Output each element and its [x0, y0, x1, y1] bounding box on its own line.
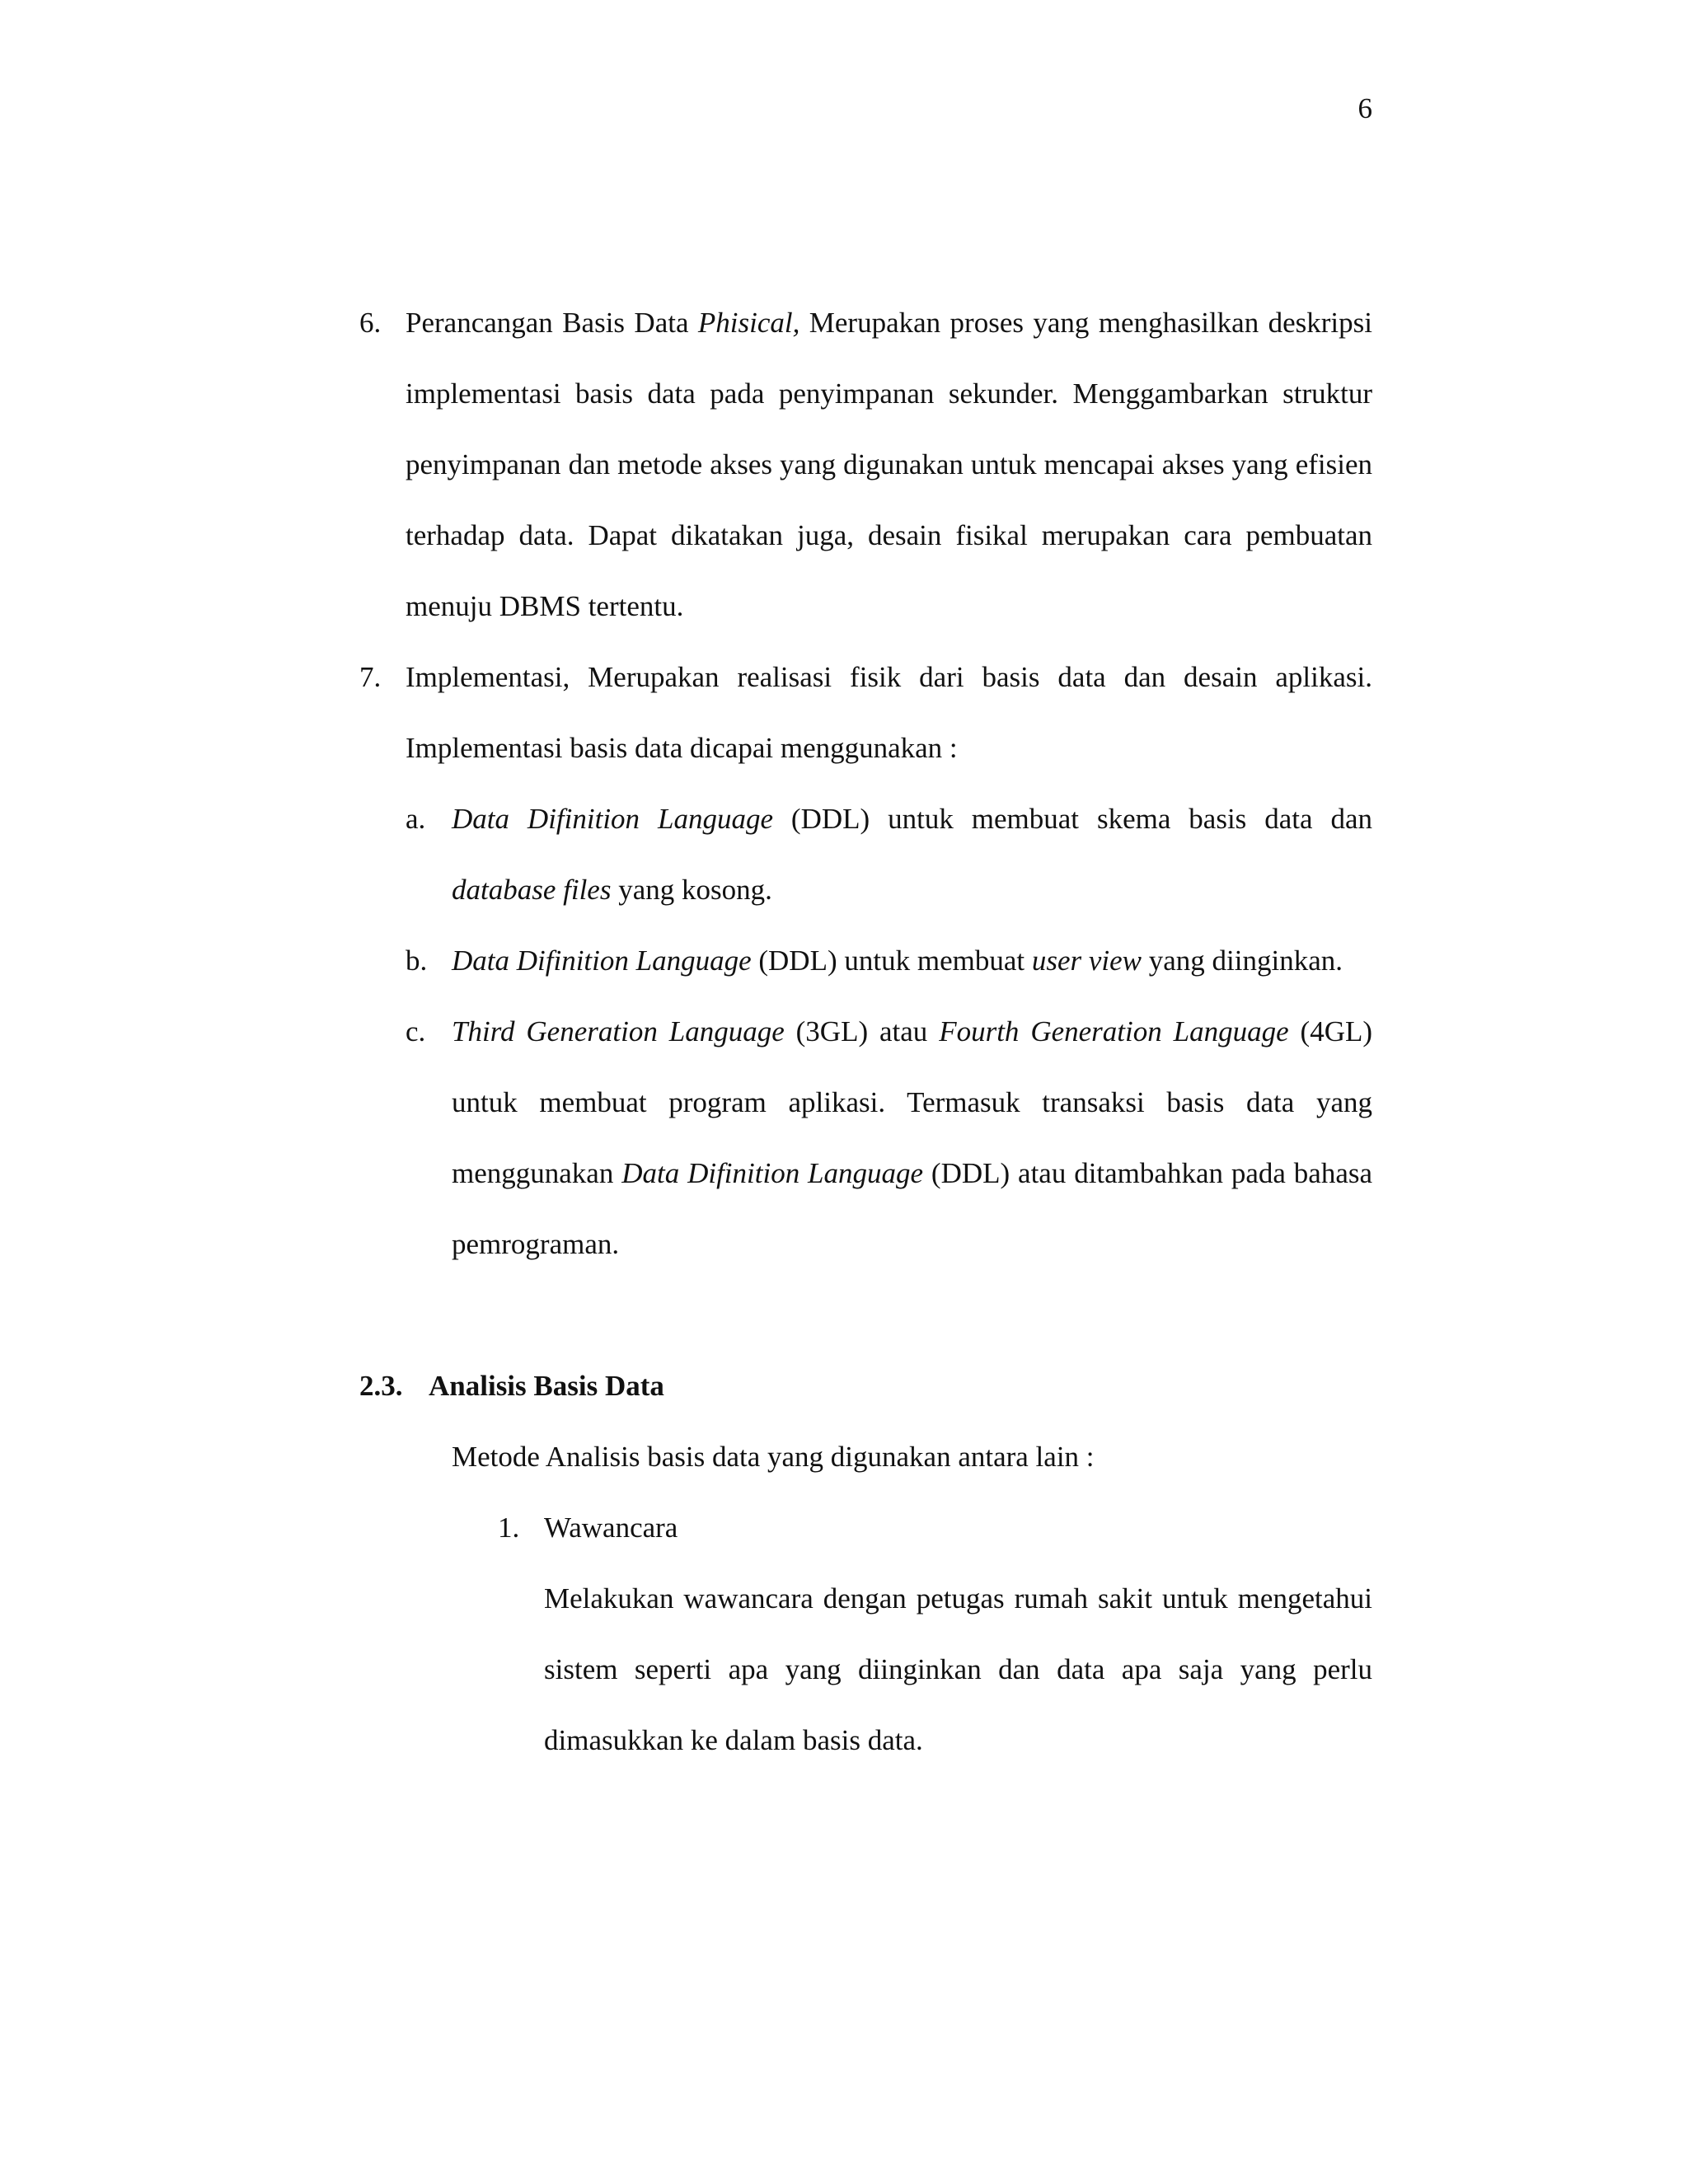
italic-term: Data Difinition Language: [452, 803, 773, 835]
sub-marker: c.: [406, 1015, 426, 1047]
document-body: [359, 288, 1372, 1776]
method-title: Wawancara: [544, 1511, 678, 1544]
section-title: Analisis Basis Data: [429, 1370, 664, 1402]
list-marker: 7.: [359, 661, 382, 693]
italic-term: Phisical,: [697, 307, 800, 339]
sub-marker: b.: [406, 944, 428, 977]
list-item-7: [359, 642, 1372, 784]
item-text: (DDL) atau ditambahkan pada bahasa pemrograman.: [452, 1157, 1373, 1260]
italic-term: database files: [452, 874, 612, 906]
item-text: Merupakan proses yang menghasilkan deskripsi implementasi basis data pada penyimpanan sekunder. Menggambarkan struktur penyimpanan dan metode akses yang digunakan untuk mencapai akses yang efisien terhadap data. Dapat dikatakan juga, desain fisikal merupakan cara pembuatan menuju DBMS tertentu.: [406, 307, 1372, 622]
italic-term: Fourth Generation Language: [939, 1015, 1289, 1047]
section-intro: Metode Analisis basis data yang digunakan antara lain :: [452, 1441, 1095, 1473]
list-item-6: [359, 288, 1372, 642]
italic-term: Data Difinition Language: [452, 944, 752, 977]
section-number: 2.3.: [359, 1370, 403, 1402]
item-text: (3GL) atau: [784, 1015, 940, 1047]
sub-marker: a.: [406, 803, 426, 835]
method-marker: 1.: [498, 1511, 520, 1544]
item-text: (4GL) untuk membuat program aplikasi. Termasuk transaksi basis data yang menggunakan: [452, 1015, 1373, 1189]
item-text: (DDL) untuk membuat: [751, 944, 1032, 977]
italic-term: user view: [1031, 944, 1142, 977]
sub-item-c: [359, 996, 1372, 1280]
section-heading: [359, 1351, 1372, 1422]
page-number: 6: [1357, 92, 1372, 124]
list-marker: 6.: [359, 307, 382, 339]
sub-item-b: [359, 926, 1372, 996]
item-text: yang kosong.: [611, 874, 772, 906]
item-text: Perancangan Basis Data: [406, 307, 698, 339]
method-description: Melakukan wawancara dengan petugas rumah sakit untuk mengetahui sistem seperti apa yang diinginkan dan data apa saja yang perlu dimasukkan ke dalam basis data.: [544, 1582, 1372, 1756]
item-text: (DDL) untuk membuat skema basis data dan: [773, 803, 1373, 835]
sub-item-a: [359, 784, 1372, 926]
item-text: yang diinginkan.: [1142, 944, 1343, 977]
method-item: [359, 1493, 1372, 1563]
italic-term: Third Generation Language: [452, 1015, 785, 1047]
italic-term: Data Difinition Language: [621, 1157, 924, 1189]
item-text: Implementasi, Merupakan realisasi fisik dari basis data dan desain aplikasi. Implementasi basis data dicapai menggunakan :: [406, 661, 1372, 764]
